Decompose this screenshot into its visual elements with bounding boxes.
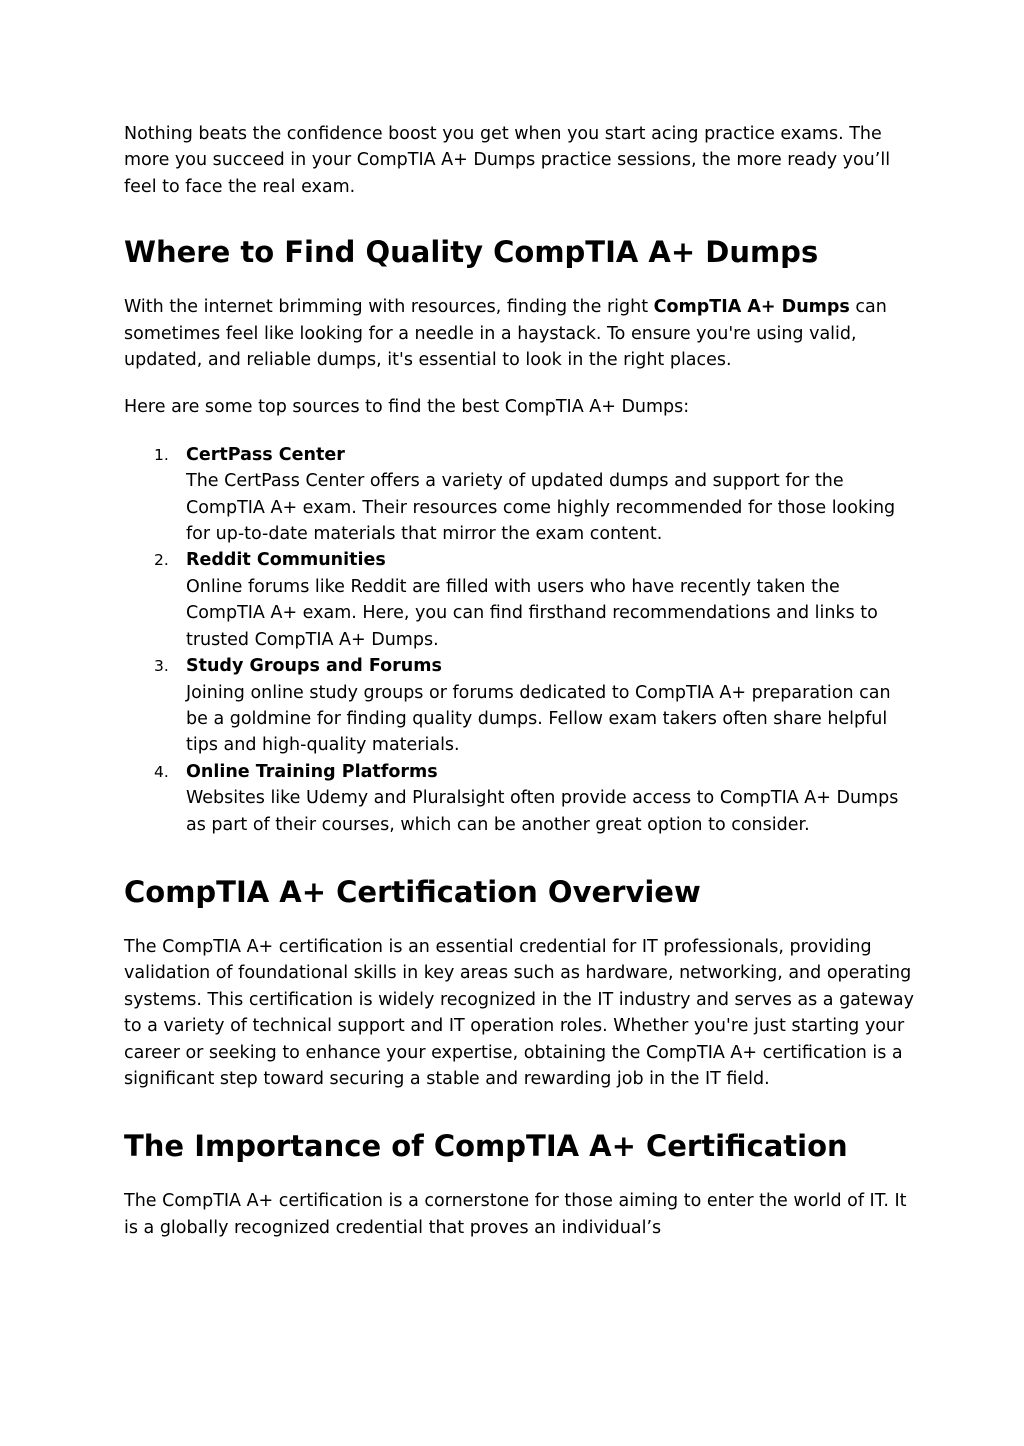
- list-item: [124, 653, 914, 759]
- list-item-title: Reddit Communities: [186, 550, 386, 571]
- heading-where-to-find: Where to Find Quality CompTIA A+ Dumps: [124, 235, 819, 270]
- list-item-description: Websites like Udemy and Pluralsight often provide access to CompTIA A+ Dumps as part of their courses, which can be another great option to consider.: [186, 788, 899, 835]
- list-item-number: 1.: [154, 445, 169, 464]
- list-item-number: 3.: [154, 657, 169, 676]
- list-item-title: Online Training Platforms: [186, 761, 438, 782]
- find-paragraph-start: With the internet brimming with resources, finding the right: [124, 297, 654, 318]
- list-item-number: 2.: [154, 551, 169, 570]
- list-item-description: Joining online study groups or forums dedicated to CompTIA A+ preparation can be a goldmine for finding quality dumps. Fellow exam takers often share helpful tips and high-quality materials.: [186, 682, 891, 756]
- intro-paragraph: Nothing beats the confidence boost you get when you start acing practice exams. The more you succeed in your CompTIA A+ Dumps practice sessions, the more ready you’ll feel to face the real exam.: [124, 124, 891, 197]
- heading-certification-overview: CompTIA A+ Certification Overview: [124, 874, 701, 909]
- find-paragraph-bold: CompTIA A+ Dumps: [653, 297, 850, 318]
- importance-paragraph: The CompTIA A+ certification is a cornerstone for those aiming to enter the world of IT. It is a globally recognized credential that proves an individual’s: [124, 1191, 907, 1238]
- sources-intro: Here are some top sources to find the best CompTIA A+ Dumps:: [124, 397, 690, 418]
- overview-paragraph: The CompTIA A+ certification is an essential credential for IT professionals, providing validation of foundational skills in key areas such as hardware, networking, and operating systems. This certification is widely recognized in the IT industry and serves as a gateway to a variety of technical support and IT operation roles. Whether you're just starting your career or seeking to enhance your expertise, obtaining the CompTIA A+ certification is a significant step toward securing a stable and rewarding job in the IT field.: [124, 936, 914, 1089]
- find-paragraph: [124, 294, 914, 373]
- list-item-description: The CertPass Center offers a variety of updated dumps and support for the CompTIA A+ exam. Their resources come highly recommended for those looking for up-to-date materials that mirror the exam content.: [186, 471, 896, 545]
- document-page: [124, 121, 914, 1241]
- list-item: [124, 547, 914, 653]
- heading-importance: The Importance of CompTIA A+ Certification: [124, 1129, 848, 1164]
- find-paragraph-end: can sometimes feel like looking for a needle in a haystack. To ensure you're using valid, updated, and reliable dumps, it's essential to look in the right places.: [124, 297, 887, 371]
- sources-list: [124, 442, 914, 838]
- list-item: [124, 442, 914, 548]
- list-item-description: Online forums like Reddit are filled with users who have recently taken the CompTIA A+ exam. Here, you can find firsthand recommendations and links to trusted CompTIA A+ Dumps.: [186, 576, 878, 650]
- list-item-title: Study Groups and Forums: [186, 656, 442, 677]
- list-item-number: 4.: [154, 762, 169, 781]
- list-item-title: CertPass Center: [186, 444, 345, 465]
- list-item: [124, 759, 914, 838]
